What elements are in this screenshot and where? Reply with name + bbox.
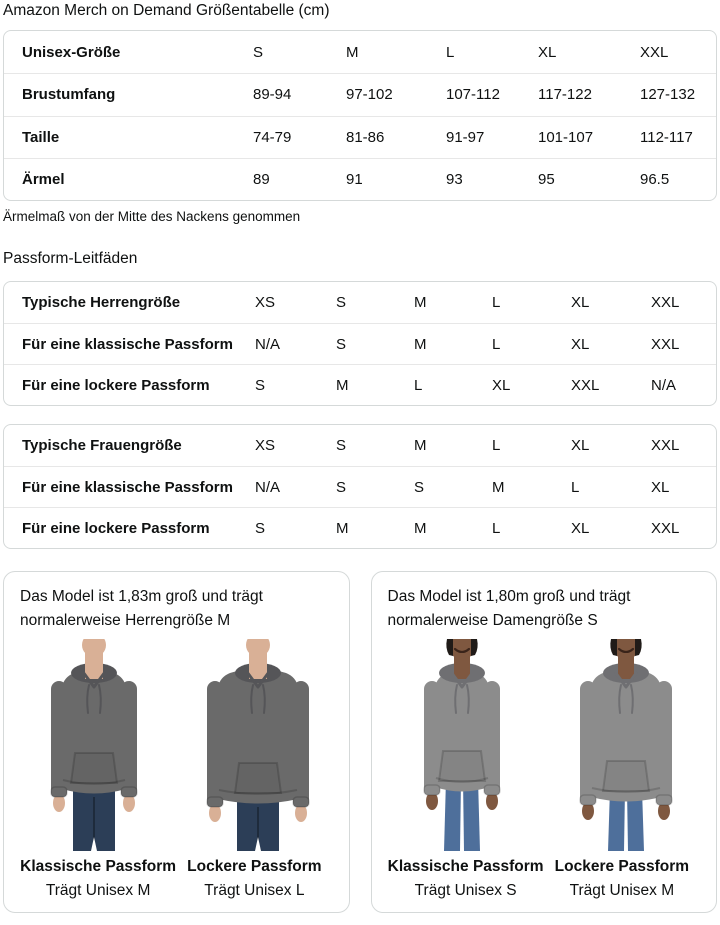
table-row bbox=[4, 73, 716, 115]
measure-value: 89 bbox=[253, 171, 270, 189]
measure-value: 95 bbox=[538, 171, 555, 189]
table-row bbox=[4, 282, 716, 323]
size-value: M bbox=[336, 376, 349, 394]
size-value: N/A bbox=[651, 376, 677, 394]
fit-label: Lockere Passform bbox=[187, 858, 322, 876]
size-value: XXL bbox=[651, 437, 680, 455]
table-row bbox=[4, 31, 716, 73]
fit-label: Klassische Passform bbox=[387, 858, 544, 876]
size-value: N/A bbox=[255, 335, 281, 353]
model-photo-classic-fit bbox=[395, 639, 529, 851]
worn-size-label: Trägt Unisex S bbox=[414, 882, 517, 900]
page-title: Amazon Merch on Demand Größentabelle (cm) bbox=[3, 2, 330, 19]
fit-captions bbox=[20, 857, 333, 901]
measure-value: 91-97 bbox=[446, 128, 485, 146]
measure-value: 74-79 bbox=[253, 128, 292, 146]
row-label: Für eine klassische Passform bbox=[22, 335, 233, 353]
table-row bbox=[4, 466, 716, 507]
measure-value: 101-107 bbox=[538, 128, 594, 146]
size-value: XL bbox=[571, 437, 590, 455]
size-value: L bbox=[492, 335, 501, 353]
table-row bbox=[4, 323, 716, 364]
row-label: Typische Herrengröße bbox=[22, 294, 181, 312]
measure-value: 93 bbox=[446, 171, 463, 189]
womens-fit-table bbox=[3, 424, 717, 549]
size-value: XL bbox=[571, 294, 590, 312]
size-value: XS bbox=[255, 294, 276, 312]
unisex-size-table bbox=[3, 30, 717, 201]
size-value: M bbox=[414, 519, 427, 537]
size-value: L bbox=[492, 519, 501, 537]
size-value: S bbox=[255, 376, 266, 394]
table-row bbox=[4, 158, 716, 200]
size-value: M bbox=[414, 335, 427, 353]
size-value: XL bbox=[571, 519, 590, 537]
size-value: S bbox=[414, 478, 425, 496]
mens-fit-table bbox=[3, 281, 717, 406]
size-value: XXL bbox=[640, 43, 669, 61]
model-photo-loose-fit bbox=[559, 639, 693, 851]
worn-size-label: Trägt Unisex M bbox=[569, 882, 675, 900]
measure-value: 91 bbox=[346, 171, 363, 189]
fit-caption bbox=[544, 857, 700, 901]
size-value: XXL bbox=[651, 294, 680, 312]
measure-value: 127-132 bbox=[640, 86, 696, 104]
fit-captions bbox=[388, 857, 701, 901]
fit-guides-heading: Passform-Leitfäden bbox=[3, 250, 138, 268]
table-row bbox=[4, 116, 716, 158]
size-value: S bbox=[255, 519, 266, 537]
measure-value: 112-117 bbox=[640, 128, 693, 146]
size-value: L bbox=[492, 437, 501, 455]
table-row bbox=[4, 425, 716, 466]
size-value: N/A bbox=[255, 478, 281, 496]
size-value: L bbox=[414, 376, 423, 394]
size-value: S bbox=[336, 294, 347, 312]
size-value: XL bbox=[571, 335, 590, 353]
sleeve-measure-note: Ärmelmaß von der Mitte des Nackens genommen bbox=[3, 209, 301, 225]
measure-value: 89-94 bbox=[253, 86, 292, 104]
size-value: XS bbox=[255, 437, 276, 455]
row-label: Ärmel bbox=[22, 171, 65, 189]
fit-caption bbox=[176, 857, 332, 901]
size-value: M bbox=[346, 43, 359, 61]
size-value: S bbox=[336, 478, 347, 496]
size-value: XXL bbox=[571, 376, 600, 394]
size-value: XL bbox=[651, 478, 670, 496]
measure-value: 97-102 bbox=[346, 86, 393, 104]
fit-caption bbox=[20, 857, 176, 901]
size-value: M bbox=[336, 519, 349, 537]
size-value: S bbox=[253, 43, 264, 61]
size-value: S bbox=[336, 335, 347, 353]
row-label: Für eine lockere Passform bbox=[22, 376, 210, 394]
measure-value: 81-86 bbox=[346, 128, 385, 146]
table-row bbox=[4, 364, 716, 405]
row-label: Für eine klassische Passform bbox=[22, 478, 233, 496]
model-photos bbox=[20, 639, 333, 851]
model-photos bbox=[388, 639, 701, 851]
worn-size-label: Trägt Unisex M bbox=[45, 882, 151, 900]
model-description: Das Model ist 1,80m groß und trägt normalerweise Damengröße S bbox=[387, 588, 631, 630]
fit-label: Klassische Passform bbox=[20, 858, 177, 876]
size-value: S bbox=[336, 437, 347, 455]
row-label: Brustumfang bbox=[22, 86, 116, 104]
mens-model-card bbox=[3, 571, 350, 913]
model-description: Das Model ist 1,83m groß und trägt normalerweise Herrengröße M bbox=[20, 588, 263, 630]
size-value: XXL bbox=[651, 519, 680, 537]
size-value: L bbox=[446, 43, 455, 61]
row-label: Taille bbox=[22, 128, 60, 146]
fit-label: Lockere Passform bbox=[554, 858, 690, 876]
size-value: XXL bbox=[651, 335, 680, 353]
size-value: M bbox=[414, 294, 427, 312]
size-value: M bbox=[414, 437, 427, 455]
measure-value: 107-112 bbox=[446, 86, 500, 104]
model-photo-classic-fit bbox=[27, 639, 161, 851]
table-row bbox=[4, 507, 716, 548]
row-label: Typische Frauengröße bbox=[22, 437, 182, 455]
size-value: XL bbox=[538, 43, 557, 61]
model-photo-loose-fit bbox=[191, 639, 325, 851]
size-value: L bbox=[492, 294, 501, 312]
model-cards bbox=[3, 571, 717, 913]
row-label: Für eine lockere Passform bbox=[22, 519, 210, 537]
size-value: XL bbox=[492, 376, 511, 394]
fit-caption bbox=[388, 857, 544, 901]
worn-size-label: Trägt Unisex L bbox=[204, 882, 305, 900]
measure-value: 96.5 bbox=[640, 171, 670, 189]
size-value: M bbox=[492, 478, 505, 496]
measure-value: 117-122 bbox=[538, 86, 592, 104]
row-label: Unisex-Größe bbox=[22, 43, 121, 61]
womens-model-card bbox=[371, 571, 718, 913]
size-value: L bbox=[571, 478, 580, 496]
